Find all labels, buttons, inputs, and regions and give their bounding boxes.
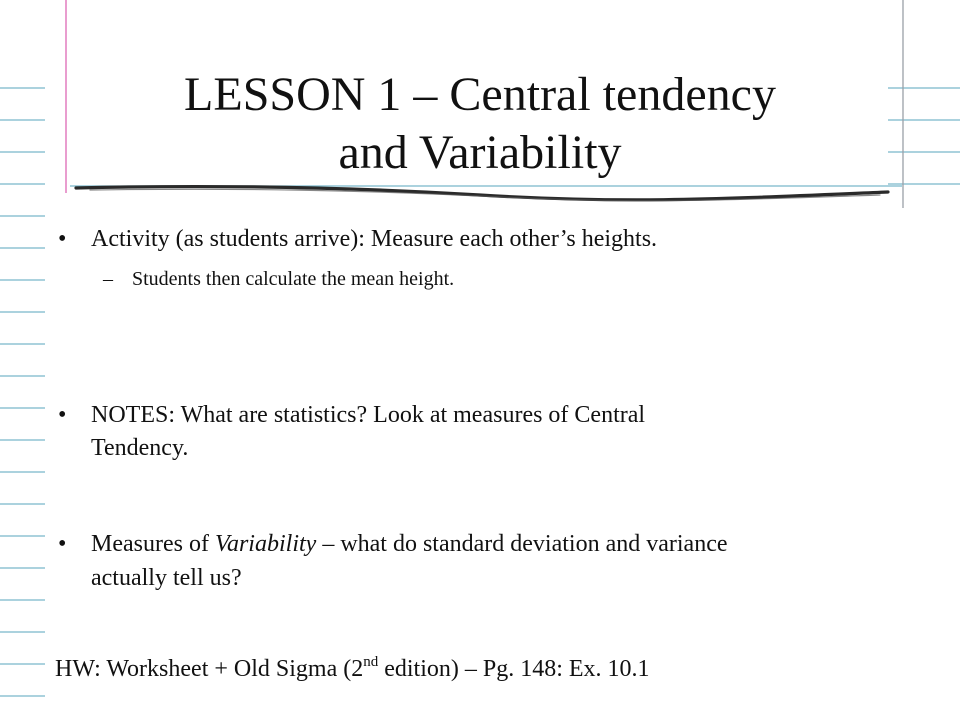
homework-line (55, 653, 650, 686)
title-line-2: and Variability (338, 126, 622, 179)
bullet-marker: • (58, 402, 67, 428)
bullet-text: Activity (as students arrive): Measure each other’s heights. (91, 226, 658, 252)
variability-italic-word: Variability (214, 531, 317, 557)
bullet-marker: • (58, 531, 67, 557)
title-line-1: LESSON 1 – Central tendency (184, 68, 776, 121)
homework-text-pre: HW: Worksheet + Old Sigma (2 (55, 656, 364, 682)
variability-text-pre: Measures of (91, 531, 215, 557)
bullet-notes (58, 399, 918, 469)
edition-superscript: nd (363, 654, 379, 670)
bullet-text-line-2: Tendency. (91, 435, 189, 461)
sub-bullet-marker: – (103, 268, 113, 290)
bullet-variability (58, 528, 938, 598)
sub-bullet-text: Students then calculate the mean height. (132, 268, 455, 290)
bullet-text-line-1: NOTES: What are statistics? Look at measures of Central (91, 402, 646, 428)
variability-text-post: – what do standard deviation and variance (316, 531, 728, 557)
bullet-marker: • (58, 226, 67, 252)
bullet-text-line-1 (91, 528, 728, 561)
bullet-text-line-2: actually tell us? (91, 565, 242, 591)
homework-text-post: edition) – Pg. 148: Ex. 10.1 (378, 656, 650, 682)
